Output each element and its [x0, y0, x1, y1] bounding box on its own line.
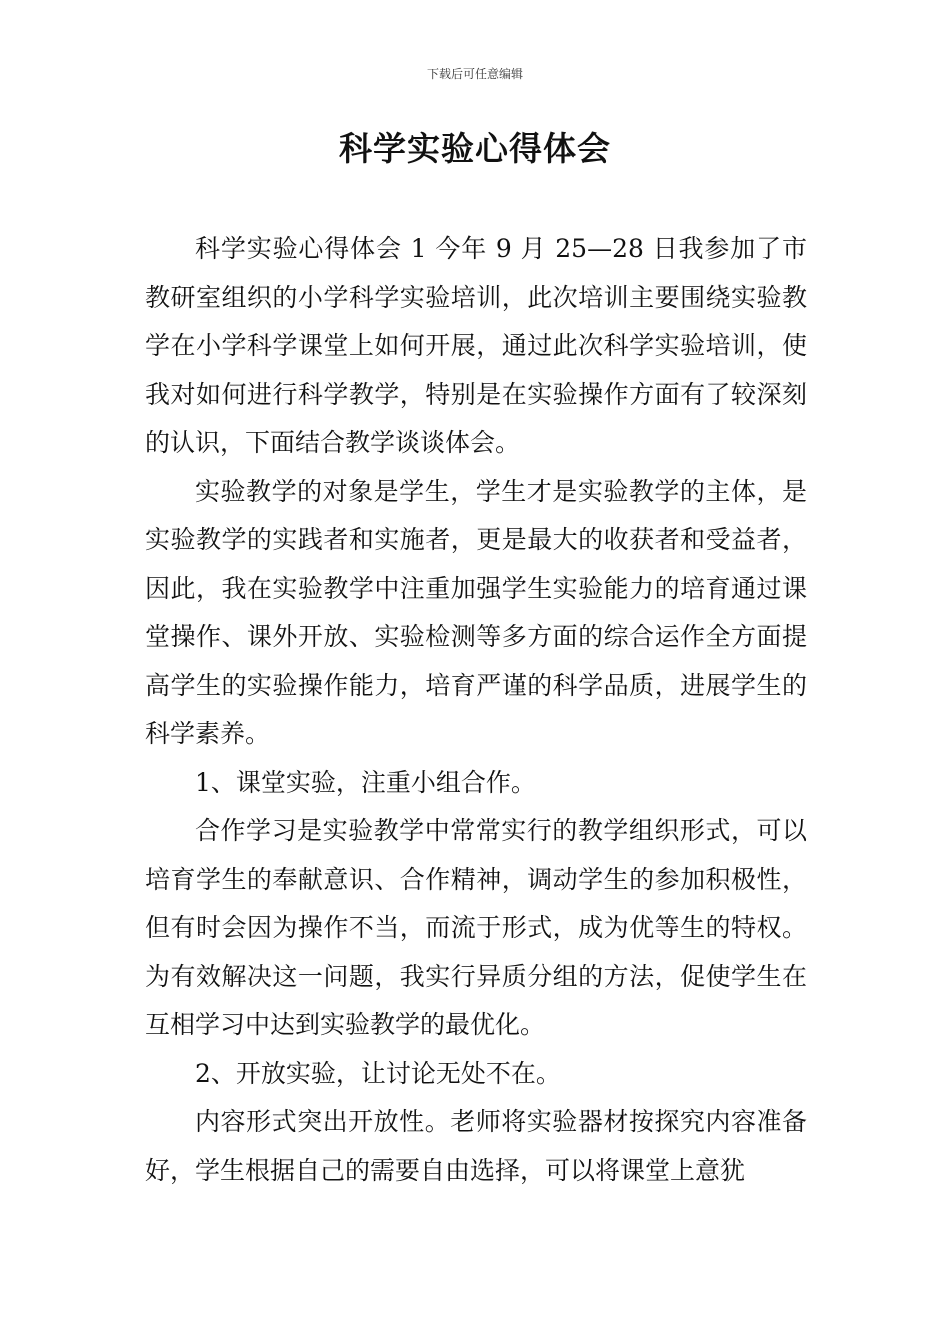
- document-title: 科学实验心得体会: [339, 129, 611, 168]
- section-heading-open-experiment: 2、开放实验，让讨论无处不在。: [195, 1058, 561, 1088]
- section-heading-classroom-experiment: 1、课堂实验，注重小组合作。: [195, 767, 536, 797]
- header-note: 下载后可任意编辑: [426, 67, 523, 81]
- paragraph-open-content: 内容形式突出开放性。老师将实验器材按探究内容准备好，学生根据自己的需要自由选择，可以将课堂上意犹: [145, 1107, 807, 1185]
- paragraph-student-subject: 实验教学的对象是学生，学生才是实验教学的主体，是实验教学的实践者和实施者，更是最大的收获者和受益者，因此，我在实验教学中注重加强学生实验能力的培育通过课堂操作、课外开放、实验检测等多方面的综合运作全方面提高学生的实验操作能力，培育严谨的科学品质，进展学生的科学素养。: [145, 476, 807, 748]
- paragraph-cooperative-learning: 合作学习是实验教学中常常实行的教学组织形式，可以培育学生的奉献意识、合作精神，调动学生的参加积极性，但有时会因为操作不当，而流于形式，成为优等生的特权。为有效解决这一问题，我实行异质分组的方法，促使学生在互相学习中达到实验教学的最优化。: [145, 816, 807, 1039]
- paragraph-intro: 科学实验心得体会 1 今年 9 月 25—28 日我参加了市教研室组织的小学科学实验培训，此次培训主要围绕实验教学在小学科学课堂上如何开展，通过此次科学实验培训，使我对如何进行科学教学，特别是在实验操作方面有了较深刻的认识，下面结合教学谈谈体会。: [145, 234, 807, 457]
- document-body: [145, 225, 807, 1195]
